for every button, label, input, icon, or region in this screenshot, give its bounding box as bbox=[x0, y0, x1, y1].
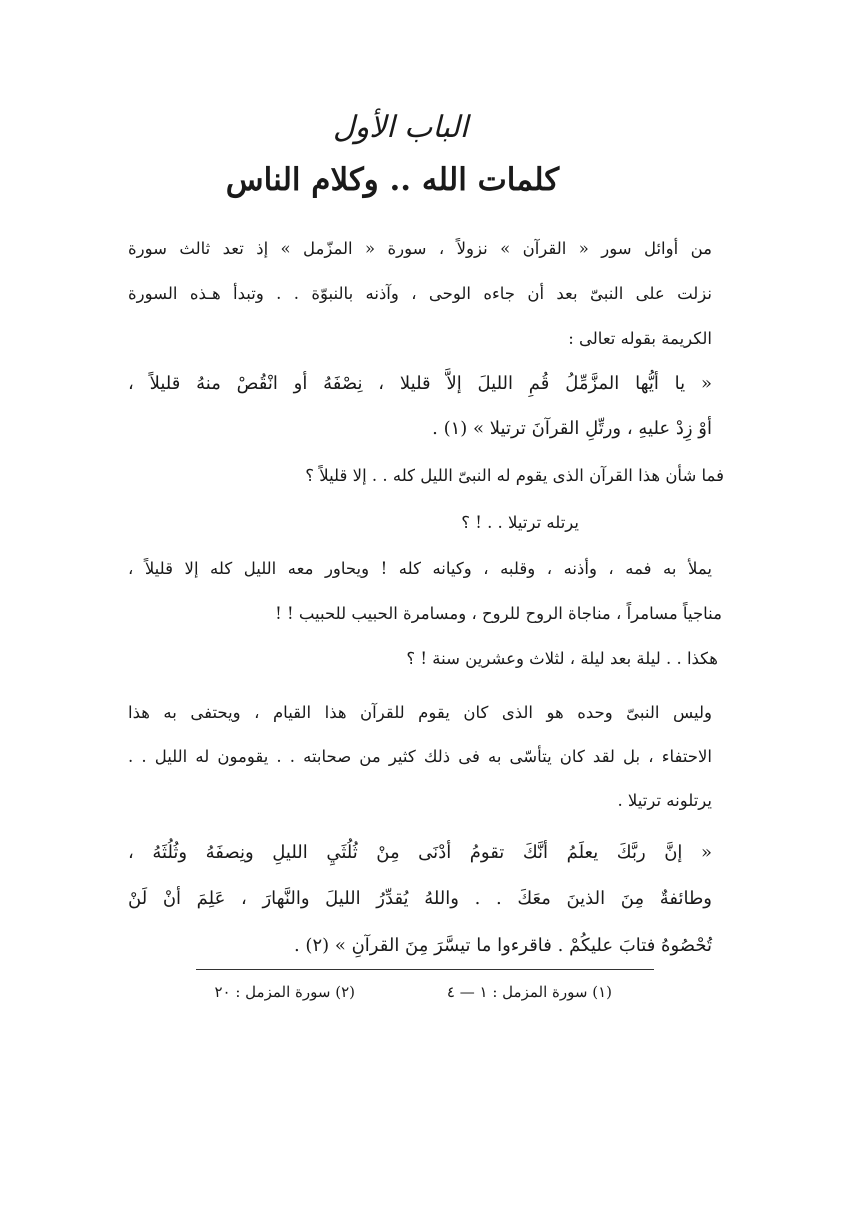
quran-verse-line: تُحْصُوهُ فتابَ عليكُمْ . فاقرءوا ما تيسَّرَ مِنَ القرآنِ » (٢) . bbox=[293, 935, 712, 956]
text-line: يملأ به فمه ، وأذنه ، وقلبه ، وكيانه كله ! ويحاور معه الليل كله إلا قليلاً ، bbox=[128, 559, 712, 578]
chapter-label: الباب الأول bbox=[332, 110, 469, 145]
text-line: وليس النبىّ وحده هو الذى كان يقوم للقرآن هذا القيام ، ويحتفى به هذا bbox=[128, 703, 712, 722]
text-line: الاحتفاء ، بل لقد كان يتأسّى به فى ذلك كثير من صحابته . . يقومون له الليل . . bbox=[128, 747, 712, 766]
quran-verse-line: أوْ زِدْ عليهِ ، ورتِّلِ القرآنَ ترتيلا » (١) . bbox=[432, 418, 712, 439]
footnote-1: (١) سورة المزمل : ١ — ٤ bbox=[446, 983, 612, 1001]
footnote-divider bbox=[196, 969, 654, 970]
quran-verse-line: وطائفةٌ مِنَ الذينَ معَكَ . . واللهُ يُقدِّرُ الليلَ والنَّهارَ ، عَلِمَ أنْ لَنْ bbox=[128, 888, 712, 909]
text-line: نزلت على النبىّ بعد أن جاءه الوحى ، وآذنه بالنبوّة . . وتبدأ هـذه السورة bbox=[128, 284, 712, 303]
text-line: يرتله ترتيلا . . ! ؟ bbox=[461, 513, 579, 532]
footnote-2: (٢) سورة المزمل : ٢٠ bbox=[214, 983, 355, 1001]
text-line: من أوائل سور « القرآن » نزولاً ، سورة « المزّمل » إذ تعد ثالث سورة bbox=[128, 239, 712, 258]
chapter-title: كلمات الله .. وكلام الناس bbox=[225, 162, 560, 198]
quran-verse-line: « إنَّ ربَّكَ يعلَمُ أنَّكَ تقومُ أدْنَى مِنْ ثُلُثَيِ الليلِ ونِصفَهُ وثُلُثَهُ ، bbox=[128, 842, 712, 863]
quran-verse-line: « يا أيُّها المزَّمِّلُ قُمِ الليلَ إلاَّ قليلا ، نِصْفَهُ أو انْقُصْ منهُ قليلاً ، bbox=[128, 373, 712, 394]
text-line: فما شأن هذا القرآن الذى يقوم له النبىّ الليل كله . . إلا قليلاً ؟ bbox=[305, 466, 724, 485]
text-line: هكذا . . ليلة بعد ليلة ، لثلاث وعشرين سنة ! ؟ bbox=[406, 649, 718, 668]
text-line: يرتلونه ترتيلا . bbox=[617, 791, 712, 810]
text-line: مناجياً مسامراً ، مناجاة الروح للروح ، ومسامرة الحبيب للحبيب ! ! bbox=[275, 604, 722, 623]
text-line: الكريمة بقوله تعالى : bbox=[568, 329, 712, 348]
